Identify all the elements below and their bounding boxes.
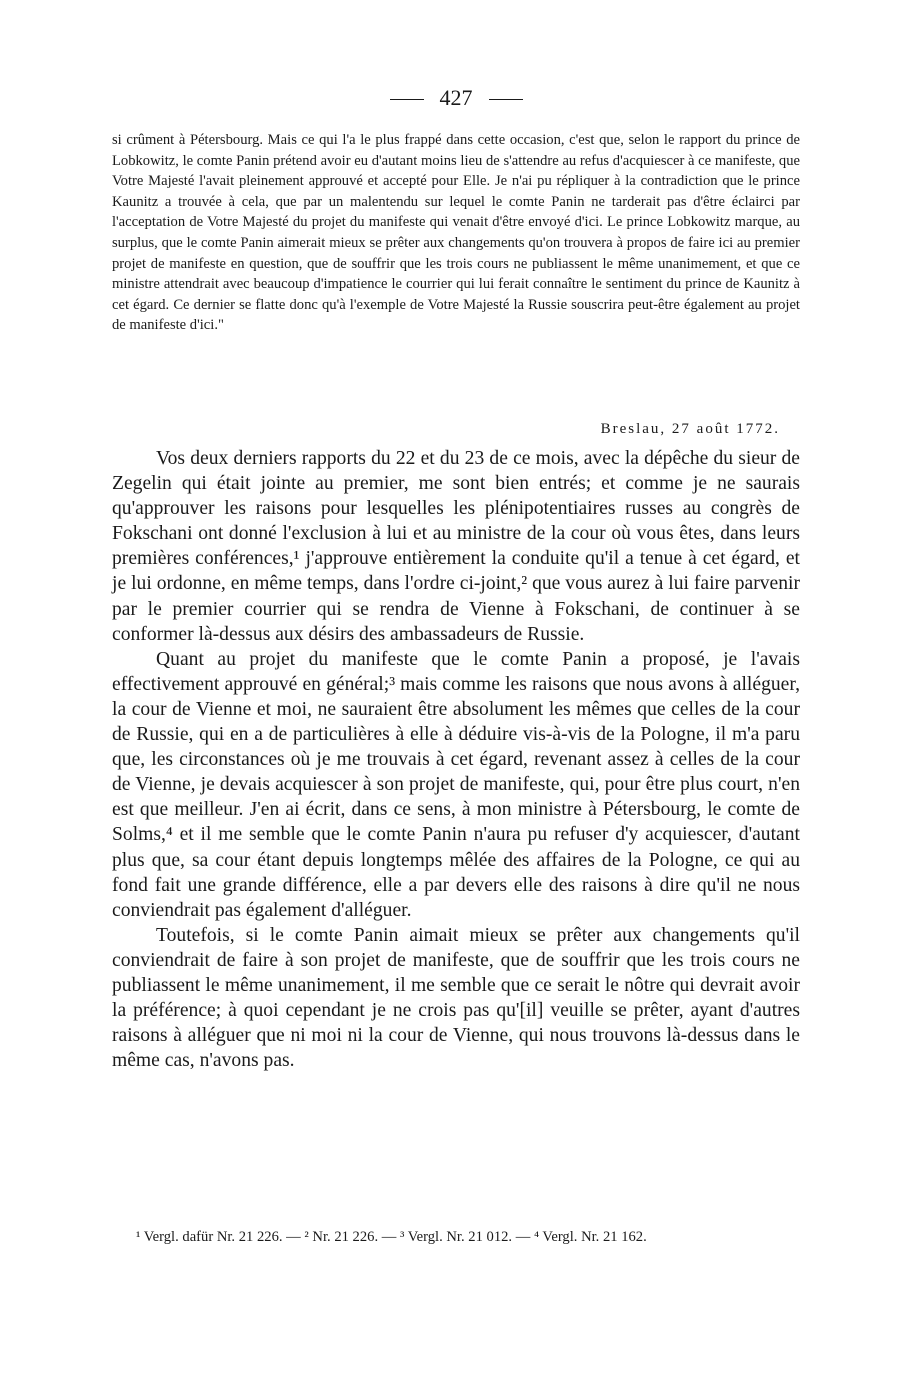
- page-header: [112, 84, 800, 112]
- page-number: 427: [439, 85, 473, 110]
- quoted-report-paragraph: si crûment à Pétersbourg. Mais ce qui l'a le plus frappé dans cette occasion, c'est que, selon le rapport du prince de Lobkowitz, le comte Panin prétend avoir eu d'autant moins lieu de s'attendre au refus d'acquiescer à ce manifeste, que Votre Majesté l'avait pleinement approuvé et accepté pour Elle. Je n'ai pu répliquer à la contradiction que le prince Kaunitz a trouvée à cela, que par un malentendu sur lequel le comte Panin ne tarderait pas d'être éclairci par l'acceptation de Votre Majesté du projet du manifeste qui venait d'être envoyé d'ici. Le prince Lobkowitz marque, au surplus, que le comte Panin aimerait mieux se prêter aux changements qu'on trouvera à propos de faire ici au premier projet de manifeste en question, que de souffrir que les trois cours ne publiassent le même unanimement, et que ce ministre attendrait avec beaucoup d'impatience le courrier qui lui ferait connaître le sentiment du prince de Kaunitz à cet égard. Ce dernier se flatte donc qu'à l'exemple de Votre Majesté la Russie souscrira peut-être également au projet de manifeste d'ici.": [112, 132, 800, 334]
- header-right-rule: [489, 99, 523, 100]
- dateline: Breslau, 27 août 1772.: [600, 421, 780, 437]
- footnotes: ¹ Vergl. dafür Nr. 21 226. — ² Nr. 21 226. — ³ Vergl. Nr. 21 012. — ⁴ Vergl. Nr. 21 162.: [136, 1229, 647, 1245]
- body-paragraph-1: Vos deux derniers rapports du 22 et du 23 de ce mois, avec la dépêche du sieur de Zegelin qui était jointe au premier, me sont bien entrés; et comme je ne saurais qu'approuver les raisons pour lesquelles les plénipotentiaires russes au congrès de Fokschani ont donné l'exclusion à lui et au ministre de la cour où vous êtes, dans leurs premières conférences,¹ j'approuve entièrement la conduite qu'il a tenue à cet égard, et je lui ordonne, en même temps, dans l'ordre ci-joint,² que vous aurez à lui faire parvenir par le premier courrier qui se rendra de Vienne à Fokschani, de continuer à se conformer là-dessus aux désirs des ambassadeurs de Russie.: [112, 448, 800, 645]
- body-paragraph-3: Toutefois, si le comte Panin aimait mieux se prêter aux changements qu'il conviendrait de faire à son projet de manifeste, que de souffrir que les trois cours ne publiassent le même unanimement, il me semble que ce serait le nôtre qui devrait avoir la préférence; à quoi cependant je ne crois pas qu'[il] veuille se prêter, ayant d'autres raisons à alléguer que ni moi ni la cour de Vienne, qui nous trouvons là-dessus dans le même cas, n'avons pas.: [112, 924, 800, 1072]
- letter-body: [112, 446, 800, 1073]
- body-paragraph-2: Quant au projet du manifeste que le comte Panin a proposé, je l'avais effectivement approuvé en général;³ mais comme les raisons que nous avons à alléguer, la cour de Vienne et moi, ne sauraient être absolument les mêmes que celles de la cour de Russie, qui en a de particulières à elle à déduire vis-à-vis de la Pologne, il m'a paru que, les circonstances où je me trouvais à cet égard, revenant assez à celles de la cour de Vienne, je devais acquiescer à son projet de manifeste, qui, pour être plus court, n'en est que meilleur. J'en ai écrit, dans ce sens, à mon ministre à Pétersbourg, le comte de Solms,⁴ et il me semble que le comte Panin n'aura pu refuser d'y acquiescer, d'autant plus que, sa cour étant depuis longtemps mêlée des affaires de la Pologne, ce qui au fond fait une grande différence, elle a par devers elle des raisons à dire qu'il ne nous conviendrait pas également d'alléguer.: [112, 648, 800, 921]
- header-left-rule: [390, 99, 424, 100]
